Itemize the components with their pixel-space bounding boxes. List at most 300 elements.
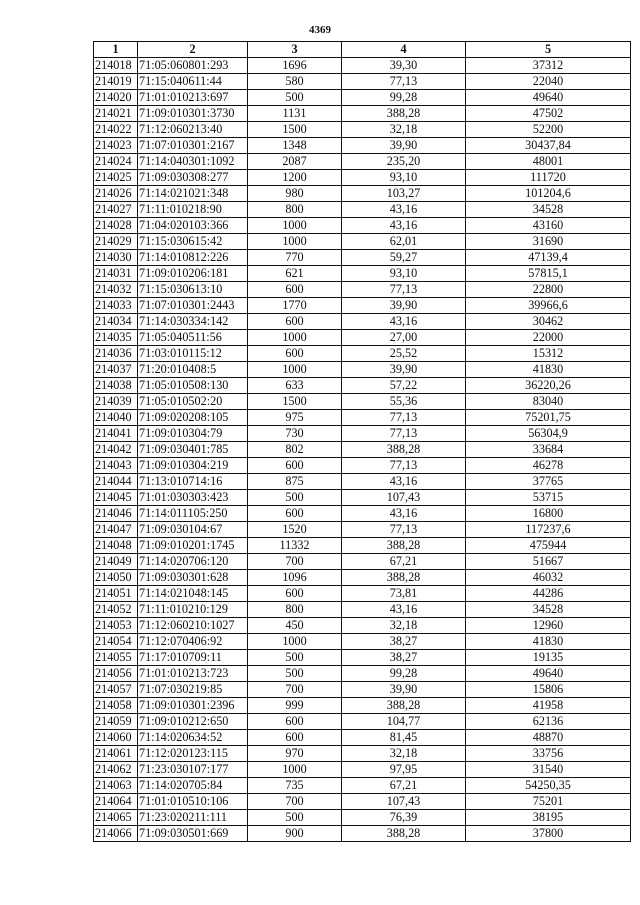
cell-record-id: 214029 <box>94 234 138 250</box>
cell-rate: 39,90 <box>342 298 466 314</box>
table-row <box>94 122 631 138</box>
table-row <box>94 474 631 490</box>
cell-record-id: 214059 <box>94 714 138 730</box>
cell-rate: 39,90 <box>342 362 466 378</box>
data-table <box>93 41 631 842</box>
table-row <box>94 538 631 554</box>
cell-value: 22000 <box>466 330 631 346</box>
cell-value: 16800 <box>466 506 631 522</box>
table-row <box>94 74 631 90</box>
cell-area: 621 <box>248 266 342 282</box>
table-row <box>94 746 631 762</box>
cell-cadastral-number: 71:03:010115:12 <box>138 346 248 362</box>
cell-value: 41830 <box>466 362 631 378</box>
cell-rate: 76,39 <box>342 810 466 826</box>
table-row <box>94 410 631 426</box>
cell-area: 1096 <box>248 570 342 586</box>
cell-rate: 32,18 <box>342 746 466 762</box>
cell-area: 800 <box>248 602 342 618</box>
cell-area: 1696 <box>248 58 342 74</box>
cell-area: 600 <box>248 282 342 298</box>
cell-value: 49640 <box>466 90 631 106</box>
cell-value: 31540 <box>466 762 631 778</box>
table-row <box>94 362 631 378</box>
table-row <box>94 314 631 330</box>
cell-area: 600 <box>248 458 342 474</box>
cell-cadastral-number: 71:23:030107:177 <box>138 762 248 778</box>
cell-rate: 32,18 <box>342 122 466 138</box>
cell-value: 33756 <box>466 746 631 762</box>
cell-record-id: 214056 <box>94 666 138 682</box>
cell-area: 600 <box>248 346 342 362</box>
cell-cadastral-number: 71:20:010408:5 <box>138 362 248 378</box>
cell-rate: 235,20 <box>342 154 466 170</box>
cell-record-id: 214032 <box>94 282 138 298</box>
cell-value: 47502 <box>466 106 631 122</box>
table-row <box>94 218 631 234</box>
cell-area: 800 <box>248 202 342 218</box>
cell-cadastral-number: 71:09:030501:669 <box>138 826 248 842</box>
cell-cadastral-number: 71:04:020103:366 <box>138 218 248 234</box>
cell-rate: 77,13 <box>342 426 466 442</box>
cell-rate: 99,28 <box>342 90 466 106</box>
column-header-4: 4 <box>342 42 466 58</box>
table-row <box>94 490 631 506</box>
cell-cadastral-number: 71:09:010301:3730 <box>138 106 248 122</box>
cell-value: 34528 <box>466 602 631 618</box>
cell-value: 54250,35 <box>466 778 631 794</box>
cell-cadastral-number: 71:09:010304:79 <box>138 426 248 442</box>
cell-value: 62136 <box>466 714 631 730</box>
cell-record-id: 214040 <box>94 410 138 426</box>
table-header <box>94 42 631 58</box>
cell-cadastral-number: 71:23:020211:111 <box>138 810 248 826</box>
cell-cadastral-number: 71:12:060210:1027 <box>138 618 248 634</box>
table-row <box>94 570 631 586</box>
cell-cadastral-number: 71:14:021048:145 <box>138 586 248 602</box>
cell-rate: 99,28 <box>342 666 466 682</box>
table-row <box>94 778 631 794</box>
cell-rate: 77,13 <box>342 522 466 538</box>
cell-record-id: 214049 <box>94 554 138 570</box>
cell-record-id: 214024 <box>94 154 138 170</box>
cell-cadastral-number: 71:09:010301:2396 <box>138 698 248 714</box>
table-row <box>94 458 631 474</box>
table-row <box>94 618 631 634</box>
cell-value: 49640 <box>466 666 631 682</box>
cell-rate: 27,00 <box>342 330 466 346</box>
cell-rate: 43,16 <box>342 218 466 234</box>
cell-cadastral-number: 71:09:010206:181 <box>138 266 248 282</box>
cell-value: 33684 <box>466 442 631 458</box>
cell-rate: 93,10 <box>342 170 466 186</box>
cell-record-id: 214037 <box>94 362 138 378</box>
cell-area: 500 <box>248 650 342 666</box>
cell-area: 1500 <box>248 394 342 410</box>
cell-area: 11332 <box>248 538 342 554</box>
cell-record-id: 214036 <box>94 346 138 362</box>
cell-cadastral-number: 71:12:060213:40 <box>138 122 248 138</box>
table-row <box>94 282 631 298</box>
cell-value: 31690 <box>466 234 631 250</box>
table-row <box>94 666 631 682</box>
cell-rate: 104,77 <box>342 714 466 730</box>
cell-rate: 43,16 <box>342 474 466 490</box>
table-row <box>94 138 631 154</box>
cell-area: 1520 <box>248 522 342 538</box>
cell-area: 1131 <box>248 106 342 122</box>
table-row <box>94 714 631 730</box>
table-row <box>94 426 631 442</box>
cell-record-id: 214045 <box>94 490 138 506</box>
cell-value: 30437,84 <box>466 138 631 154</box>
cell-area: 1000 <box>248 762 342 778</box>
table-row <box>94 442 631 458</box>
table-row <box>94 202 631 218</box>
cell-cadastral-number: 71:17:010709:11 <box>138 650 248 666</box>
cell-rate: 97,95 <box>342 762 466 778</box>
cell-area: 450 <box>248 618 342 634</box>
table-row <box>94 602 631 618</box>
cell-value: 48001 <box>466 154 631 170</box>
cell-area: 900 <box>248 826 342 842</box>
cell-cadastral-number: 71:12:020123:115 <box>138 746 248 762</box>
cell-cadastral-number: 71:05:040511:56 <box>138 330 248 346</box>
cell-cadastral-number: 71:14:040301:1092 <box>138 154 248 170</box>
cell-rate: 62,01 <box>342 234 466 250</box>
cell-cadastral-number: 71:15:040611:44 <box>138 74 248 90</box>
column-header-3: 3 <box>248 42 342 58</box>
cell-rate: 39,30 <box>342 58 466 74</box>
cell-record-id: 214021 <box>94 106 138 122</box>
cell-cadastral-number: 71:01:010510:106 <box>138 794 248 810</box>
cell-area: 1000 <box>248 330 342 346</box>
cell-cadastral-number: 71:09:030104:67 <box>138 522 248 538</box>
cell-rate: 67,21 <box>342 554 466 570</box>
cell-record-id: 214039 <box>94 394 138 410</box>
cell-value: 475944 <box>466 538 631 554</box>
cell-rate: 77,13 <box>342 282 466 298</box>
cell-area: 700 <box>248 682 342 698</box>
cell-area: 999 <box>248 698 342 714</box>
cell-record-id: 214054 <box>94 634 138 650</box>
page-number: 4369 <box>309 24 331 36</box>
cell-value: 36220,26 <box>466 378 631 394</box>
table-row <box>94 586 631 602</box>
cell-cadastral-number: 71:01:030303:423 <box>138 490 248 506</box>
table-row <box>94 634 631 650</box>
cell-record-id: 214042 <box>94 442 138 458</box>
cell-value: 117237,6 <box>466 522 631 538</box>
cell-cadastral-number: 71:09:030401:785 <box>138 442 248 458</box>
cell-area: 1000 <box>248 634 342 650</box>
cell-cadastral-number: 71:14:020706:120 <box>138 554 248 570</box>
cell-area: 1770 <box>248 298 342 314</box>
cell-value: 37800 <box>466 826 631 842</box>
table-row <box>94 682 631 698</box>
cell-rate: 39,90 <box>342 682 466 698</box>
cell-record-id: 214062 <box>94 762 138 778</box>
cell-area: 730 <box>248 426 342 442</box>
cell-area: 2087 <box>248 154 342 170</box>
table-row <box>94 170 631 186</box>
cell-record-id: 214046 <box>94 506 138 522</box>
cell-cadastral-number: 71:14:030334:142 <box>138 314 248 330</box>
cell-rate: 388,28 <box>342 698 466 714</box>
cell-value: 19135 <box>466 650 631 666</box>
cell-rate: 32,18 <box>342 618 466 634</box>
cell-cadastral-number: 71:01:010213:723 <box>138 666 248 682</box>
cell-area: 735 <box>248 778 342 794</box>
cell-cadastral-number: 71:01:010213:697 <box>138 90 248 106</box>
cell-value: 15312 <box>466 346 631 362</box>
cell-area: 600 <box>248 730 342 746</box>
table-row <box>94 58 631 74</box>
cell-area: 975 <box>248 410 342 426</box>
cell-rate: 388,28 <box>342 538 466 554</box>
cell-record-id: 214053 <box>94 618 138 634</box>
cell-rate: 388,28 <box>342 826 466 842</box>
cell-rate: 67,21 <box>342 778 466 794</box>
cell-cadastral-number: 71:15:030613:10 <box>138 282 248 298</box>
cell-value: 56304,9 <box>466 426 631 442</box>
cell-record-id: 214023 <box>94 138 138 154</box>
cell-rate: 388,28 <box>342 106 466 122</box>
table-row <box>94 378 631 394</box>
cell-value: 38195 <box>466 810 631 826</box>
cell-value: 83040 <box>466 394 631 410</box>
cell-cadastral-number: 71:07:010301:2167 <box>138 138 248 154</box>
cell-cadastral-number: 71:05:010502:20 <box>138 394 248 410</box>
table-row <box>94 154 631 170</box>
cell-cadastral-number: 71:09:010212:650 <box>138 714 248 730</box>
table-row <box>94 394 631 410</box>
cell-area: 1500 <box>248 122 342 138</box>
table-row <box>94 522 631 538</box>
cell-cadastral-number: 71:13:010714:16 <box>138 474 248 490</box>
cell-cadastral-number: 71:09:010304:219 <box>138 458 248 474</box>
cell-record-id: 214030 <box>94 250 138 266</box>
cell-rate: 38,27 <box>342 634 466 650</box>
cell-record-id: 214066 <box>94 826 138 842</box>
cell-cadastral-number: 71:09:030301:628 <box>138 570 248 586</box>
cell-record-id: 214063 <box>94 778 138 794</box>
column-header-1: 1 <box>94 42 138 58</box>
cell-area: 700 <box>248 554 342 570</box>
cell-value: 37312 <box>466 58 631 74</box>
table-row <box>94 650 631 666</box>
cell-value: 41958 <box>466 698 631 714</box>
cell-rate: 57,22 <box>342 378 466 394</box>
cell-rate: 59,27 <box>342 250 466 266</box>
cell-area: 700 <box>248 794 342 810</box>
cell-record-id: 214052 <box>94 602 138 618</box>
cell-record-id: 214057 <box>94 682 138 698</box>
cell-value: 46278 <box>466 458 631 474</box>
cell-record-id: 214026 <box>94 186 138 202</box>
cell-value: 41830 <box>466 634 631 650</box>
cell-record-id: 214047 <box>94 522 138 538</box>
cell-rate: 43,16 <box>342 202 466 218</box>
cell-cadastral-number: 71:12:070406:92 <box>138 634 248 650</box>
cell-rate: 388,28 <box>342 442 466 458</box>
table-body <box>94 58 631 842</box>
cell-area: 1000 <box>248 218 342 234</box>
cell-area: 600 <box>248 714 342 730</box>
cell-area: 970 <box>248 746 342 762</box>
cell-cadastral-number: 71:09:010201:1745 <box>138 538 248 554</box>
table-row <box>94 826 631 842</box>
cell-area: 500 <box>248 810 342 826</box>
cell-value: 75201,75 <box>466 410 631 426</box>
cell-value: 51667 <box>466 554 631 570</box>
table-row <box>94 730 631 746</box>
table-row <box>94 346 631 362</box>
cell-rate: 81,45 <box>342 730 466 746</box>
cell-area: 600 <box>248 586 342 602</box>
cell-cadastral-number: 71:07:030219:85 <box>138 682 248 698</box>
cell-record-id: 214027 <box>94 202 138 218</box>
cell-record-id: 214058 <box>94 698 138 714</box>
cell-record-id: 214035 <box>94 330 138 346</box>
table-row <box>94 506 631 522</box>
cell-cadastral-number: 71:14:021021:348 <box>138 186 248 202</box>
cell-rate: 43,16 <box>342 506 466 522</box>
cell-record-id: 214019 <box>94 74 138 90</box>
cell-rate: 73,81 <box>342 586 466 602</box>
cell-value: 37765 <box>466 474 631 490</box>
cell-area: 600 <box>248 506 342 522</box>
cell-rate: 43,16 <box>342 314 466 330</box>
cell-cadastral-number: 71:15:030615:42 <box>138 234 248 250</box>
cell-area: 980 <box>248 186 342 202</box>
cell-record-id: 214064 <box>94 794 138 810</box>
cell-rate: 107,43 <box>342 794 466 810</box>
cell-record-id: 214033 <box>94 298 138 314</box>
cell-rate: 43,16 <box>342 602 466 618</box>
cell-record-id: 214041 <box>94 426 138 442</box>
cell-area: 500 <box>248 666 342 682</box>
cell-cadastral-number: 71:09:020208:105 <box>138 410 248 426</box>
cell-record-id: 214048 <box>94 538 138 554</box>
cell-value: 22040 <box>466 74 631 90</box>
cell-value: 22800 <box>466 282 631 298</box>
table-row <box>94 698 631 714</box>
cell-record-id: 214051 <box>94 586 138 602</box>
cell-area: 500 <box>248 90 342 106</box>
cell-area: 802 <box>248 442 342 458</box>
cell-record-id: 214065 <box>94 810 138 826</box>
cell-cadastral-number: 71:09:030308:277 <box>138 170 248 186</box>
cell-record-id: 214034 <box>94 314 138 330</box>
cell-rate: 77,13 <box>342 74 466 90</box>
cell-value: 30462 <box>466 314 631 330</box>
table-row <box>94 298 631 314</box>
cell-area: 770 <box>248 250 342 266</box>
cell-cadastral-number: 71:05:010508:130 <box>138 378 248 394</box>
cell-area: 500 <box>248 490 342 506</box>
header-row <box>94 42 631 58</box>
cell-rate: 55,36 <box>342 394 466 410</box>
cell-area: 1200 <box>248 170 342 186</box>
cell-record-id: 214050 <box>94 570 138 586</box>
cell-value: 34528 <box>466 202 631 218</box>
cell-record-id: 214028 <box>94 218 138 234</box>
cell-record-id: 214044 <box>94 474 138 490</box>
cell-record-id: 214060 <box>94 730 138 746</box>
table-row <box>94 186 631 202</box>
cell-record-id: 214025 <box>94 170 138 186</box>
cell-value: 53715 <box>466 490 631 506</box>
cell-cadastral-number: 71:05:060801:293 <box>138 58 248 74</box>
cell-cadastral-number: 71:14:020634:52 <box>138 730 248 746</box>
cell-rate: 38,27 <box>342 650 466 666</box>
cell-record-id: 214020 <box>94 90 138 106</box>
cell-value: 47139,4 <box>466 250 631 266</box>
cell-cadastral-number: 71:14:020705:84 <box>138 778 248 794</box>
cell-value: 48870 <box>466 730 631 746</box>
cell-cadastral-number: 71:14:010812:226 <box>138 250 248 266</box>
cell-rate: 25,52 <box>342 346 466 362</box>
cell-rate: 388,28 <box>342 570 466 586</box>
cell-rate: 77,13 <box>342 410 466 426</box>
table-row <box>94 810 631 826</box>
cell-area: 600 <box>248 314 342 330</box>
cell-value: 15806 <box>466 682 631 698</box>
cell-record-id: 214061 <box>94 746 138 762</box>
cell-area: 1000 <box>248 362 342 378</box>
cell-record-id: 214022 <box>94 122 138 138</box>
cell-rate: 103,27 <box>342 186 466 202</box>
table-row <box>94 250 631 266</box>
column-header-5: 5 <box>466 42 631 58</box>
cell-value: 43160 <box>466 218 631 234</box>
table-row <box>94 330 631 346</box>
cell-value: 52200 <box>466 122 631 138</box>
cell-rate: 107,43 <box>342 490 466 506</box>
table-row <box>94 762 631 778</box>
cell-area: 1348 <box>248 138 342 154</box>
table-row <box>94 266 631 282</box>
cell-record-id: 214031 <box>94 266 138 282</box>
cell-area: 580 <box>248 74 342 90</box>
table-row <box>94 106 631 122</box>
cell-record-id: 214055 <box>94 650 138 666</box>
cell-value: 101204,6 <box>466 186 631 202</box>
cell-cadastral-number: 71:11:010210:129 <box>138 602 248 618</box>
cell-area: 875 <box>248 474 342 490</box>
column-header-2: 2 <box>138 42 248 58</box>
cell-value: 111720 <box>466 170 631 186</box>
table-row <box>94 90 631 106</box>
cell-value: 57815,1 <box>466 266 631 282</box>
table-row <box>94 234 631 250</box>
cell-record-id: 214043 <box>94 458 138 474</box>
cell-area: 633 <box>248 378 342 394</box>
cell-cadastral-number: 71:14:011105:250 <box>138 506 248 522</box>
cell-cadastral-number: 71:11:010218:90 <box>138 202 248 218</box>
table-row <box>94 794 631 810</box>
cell-cadastral-number: 71:07:010301:2443 <box>138 298 248 314</box>
cell-rate: 77,13 <box>342 458 466 474</box>
cell-value: 39966,6 <box>466 298 631 314</box>
table-row <box>94 554 631 570</box>
cell-rate: 93,10 <box>342 266 466 282</box>
cell-rate: 39,90 <box>342 138 466 154</box>
cell-record-id: 214018 <box>94 58 138 74</box>
cell-value: 75201 <box>466 794 631 810</box>
cell-record-id: 214038 <box>94 378 138 394</box>
